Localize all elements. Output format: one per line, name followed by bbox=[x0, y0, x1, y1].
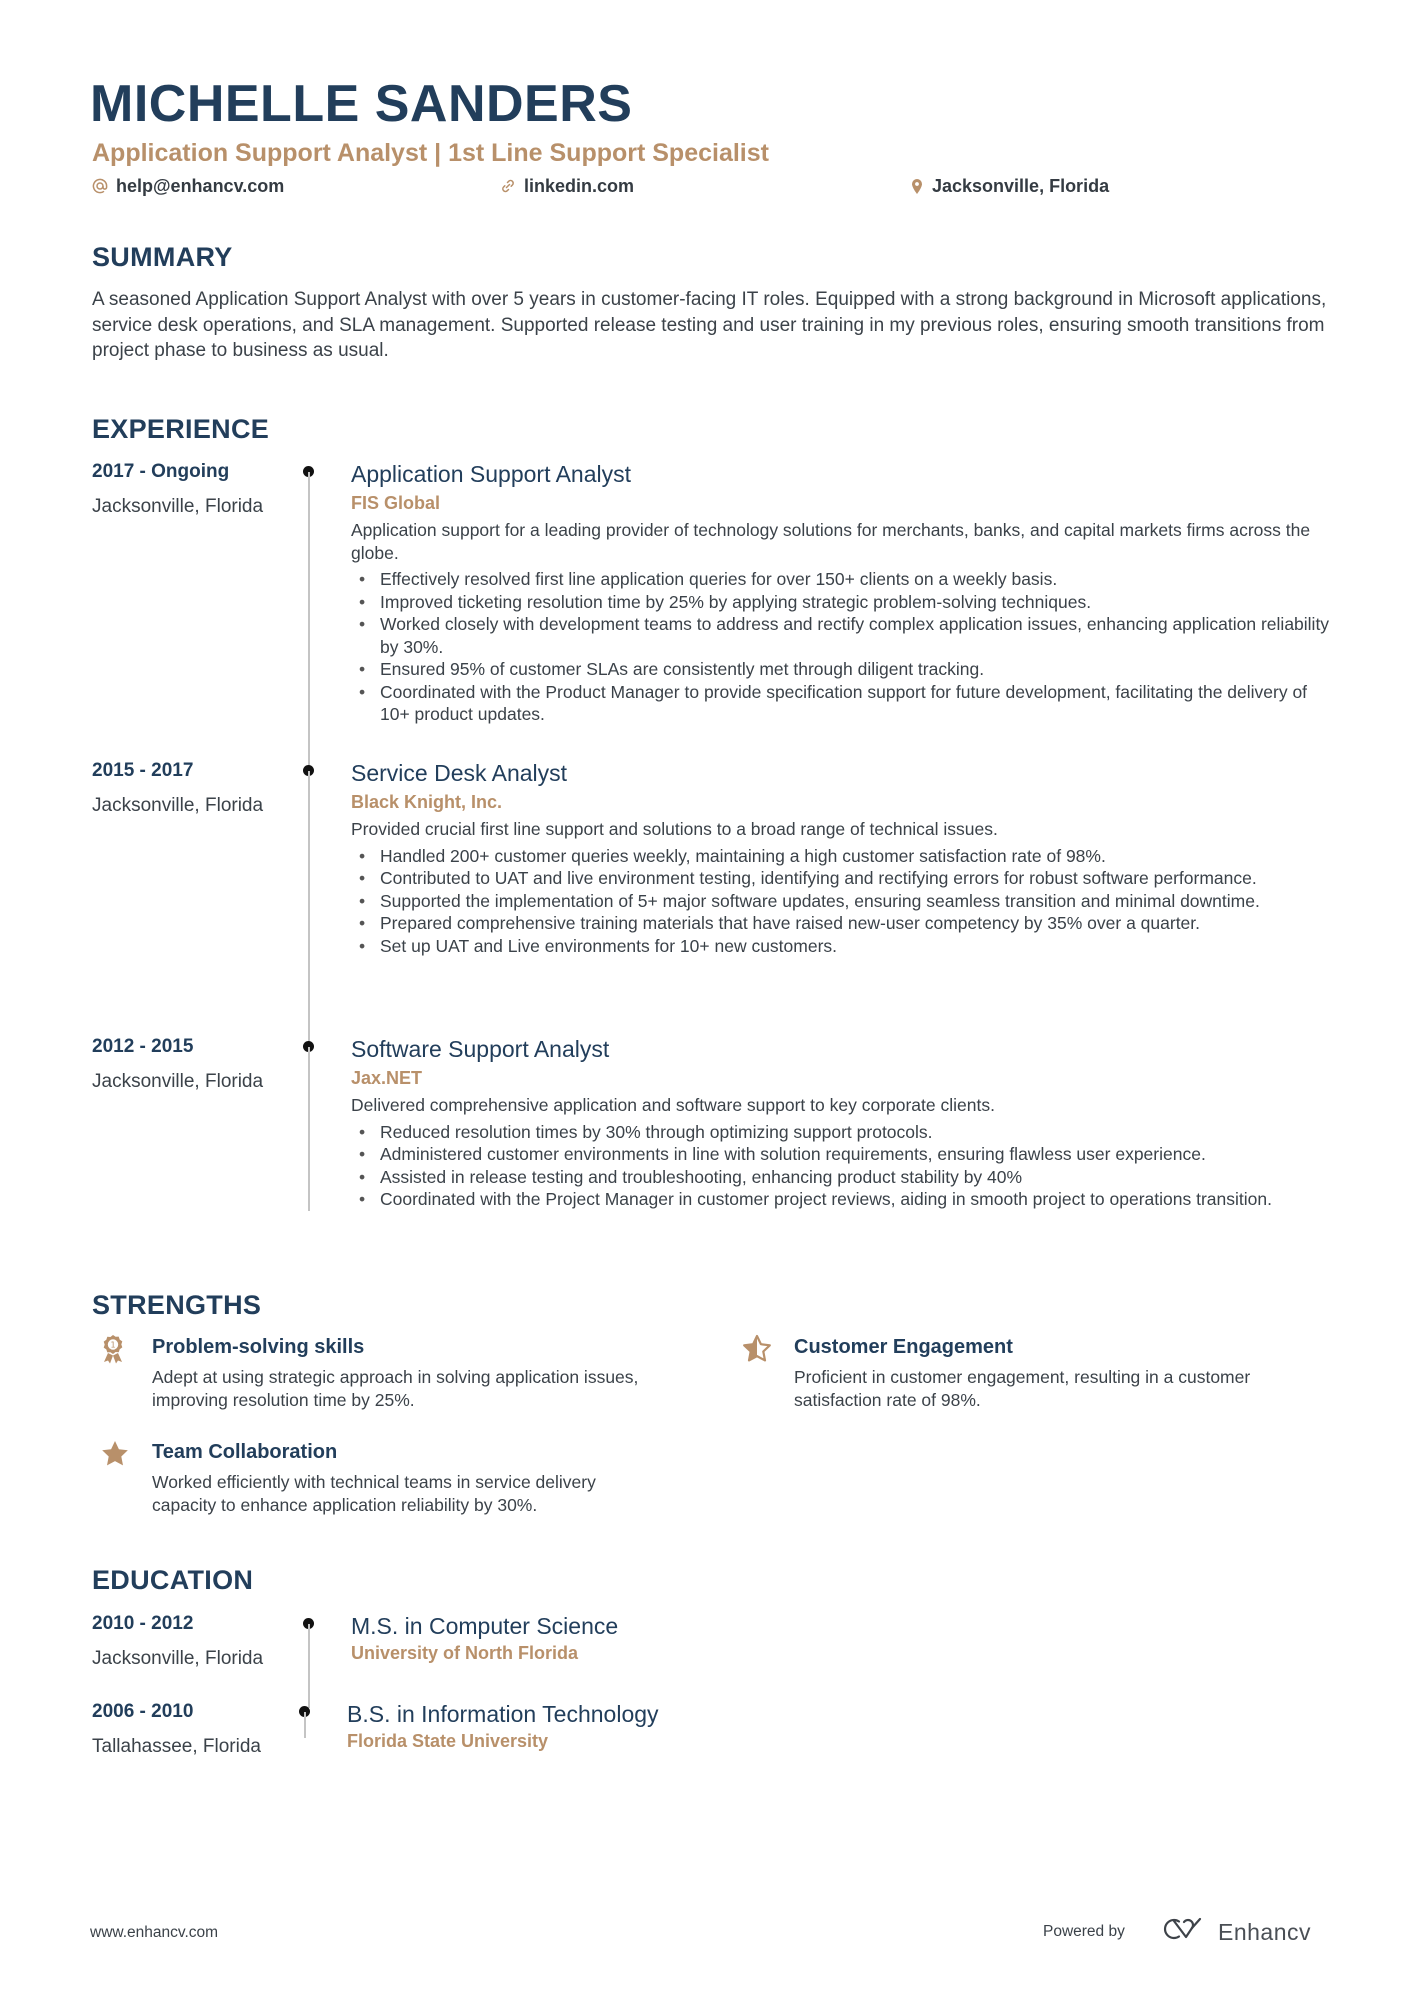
job-bullet: • Contributed to UAT and live environment testing, identifying and rectifying errors for robust software performance. bbox=[359, 868, 1257, 888]
footer-website-link[interactable]: www.enhancv.com bbox=[90, 1924, 219, 1941]
enhancv-logo-icon bbox=[1162, 1916, 1208, 1947]
job-role: Application Support Analyst bbox=[351, 461, 632, 487]
strength-description: Adept at using strategic approach in solving application issues, improving resolution time by 25%. bbox=[152, 1367, 639, 1410]
strength-description: Worked efficiently with technical teams in service delivery capacity to enhance application reliability by 30%. bbox=[152, 1472, 596, 1515]
timeline-line bbox=[308, 472, 310, 770]
job-description: Application support for a leading provider of technology solutions for merchants, banks, and capital markets firms across the globe. bbox=[351, 520, 1311, 563]
timeline-line bbox=[308, 771, 310, 1047]
education-heading: EDUCATION bbox=[92, 1565, 254, 1595]
job-description: Delivered comprehensive application and software support to key corporate clients. bbox=[351, 1095, 995, 1115]
half-star-icon bbox=[742, 1334, 772, 1366]
strength-title: Customer Engagement bbox=[794, 1336, 1013, 1358]
education-dates: 2010 - 2012 bbox=[92, 1613, 194, 1634]
enhancv-logo-text: Enhancv bbox=[1218, 1918, 1312, 1945]
medal-icon bbox=[100, 1334, 130, 1366]
education-degree: M.S. in Computer Science bbox=[351, 1613, 619, 1639]
powered-by-label: Powered by bbox=[1043, 1923, 1125, 1940]
job-bullet: • Set up UAT and Live environments for 10+ new customers. bbox=[359, 935, 838, 956]
education-school: Florida State University bbox=[347, 1731, 549, 1751]
job-bullet: • Worked closely with development teams to address and rectify complex application issues, enhancing application reliability by 30%. bbox=[359, 614, 1330, 657]
education-degree: B.S. in Information Technology bbox=[347, 1701, 659, 1727]
job-bullet: • Assisted in release testing and troubleshooting, enhancing product stability by 40% bbox=[359, 1166, 1023, 1187]
job-bullets bbox=[351, 1121, 1331, 1211]
job-company: FIS Global bbox=[351, 493, 441, 513]
at-icon bbox=[92, 178, 108, 194]
summary-heading: SUMMARY bbox=[92, 242, 233, 272]
contact-linkedin-text: linkedin.com bbox=[524, 176, 635, 196]
job-bullets bbox=[351, 845, 1331, 958]
job-dates: 2012 - 2015 bbox=[92, 1036, 194, 1057]
education-location: Tallahassee, Florida bbox=[92, 1736, 261, 1757]
contact-email-text: help@enhancv.com bbox=[116, 176, 285, 196]
education-location: Jacksonville, Florida bbox=[92, 1648, 264, 1669]
education-dates: 2006 - 2010 bbox=[92, 1701, 194, 1722]
contact-email[interactable] bbox=[92, 174, 284, 198]
strength-title: Problem-solving skills bbox=[152, 1336, 365, 1358]
job-description: Provided crucial first line support and solutions to a broad range of technical issues. bbox=[351, 819, 998, 839]
job-bullet: • Handled 200+ customer queries weekly, maintaining a high customer satisfaction rate of 98%. bbox=[359, 845, 1106, 866]
location-pin-icon bbox=[910, 178, 924, 195]
strength-description: Proficient in customer engagement, resulting in a customer satisfaction rate of 98%. bbox=[794, 1367, 1251, 1410]
timeline-line bbox=[308, 1624, 310, 1708]
strength-title: Team Collaboration bbox=[152, 1441, 338, 1463]
contact-location bbox=[910, 174, 1109, 198]
job-dates: 2015 - 2017 bbox=[92, 760, 194, 781]
timeline-line bbox=[308, 1047, 310, 1211]
candidate-title: Application Support Analyst | 1st Line Support Specialist bbox=[92, 139, 769, 167]
contact-linkedin[interactable] bbox=[500, 174, 634, 198]
job-bullet: • Ensured 95% of customer SLAs are consistently met through diligent tracking. bbox=[359, 659, 985, 679]
link-icon bbox=[500, 178, 516, 194]
job-company: Jax.NET bbox=[351, 1068, 423, 1088]
contact-location-text: Jacksonville, Florida bbox=[932, 176, 1110, 196]
job-bullet: • Administered customer environments in line with solution requirements, ensuring flawless user experience. bbox=[359, 1144, 1206, 1164]
job-bullet: • Reduced resolution times by 30% through optimizing support protocols. bbox=[359, 1121, 933, 1142]
job-bullet: • Coordinated with the Project Manager in customer project reviews, aiding in smooth project to operations transition. bbox=[359, 1189, 1272, 1209]
job-bullet: • Coordinated with the Product Manager to provide specification support for future development, facilitating the delivery of 10+ product updates. bbox=[359, 681, 1308, 724]
job-company: Black Knight, Inc. bbox=[351, 792, 503, 812]
education-school: University of North Florida bbox=[351, 1643, 579, 1663]
job-location: Jacksonville, Florida bbox=[92, 795, 264, 816]
strengths-heading: STRENGTHS bbox=[92, 1290, 262, 1320]
job-dates: 2017 - Ongoing bbox=[92, 461, 230, 482]
experience-heading: EXPERIENCE bbox=[92, 414, 270, 444]
enhancv-logo[interactable] bbox=[1162, 1916, 1311, 1947]
job-bullet: • Effectively resolved first line application queries for over 150+ clients on a weekly basis. bbox=[359, 569, 1058, 589]
job-bullet: • Prepared comprehensive training materials that have raised new-user competency by 35% over a quarter. bbox=[359, 913, 1201, 933]
candidate-name: MICHELLE SANDERS bbox=[90, 75, 633, 133]
job-role: Software Support Analyst bbox=[351, 1036, 610, 1062]
job-role: Service Desk Analyst bbox=[351, 760, 568, 786]
star-icon bbox=[100, 1439, 130, 1471]
summary-text: A seasoned Application Support Analyst with over 5 years in customer-facing IT roles. Equipped with a strong background in Microsoft applications, service desk operations, and SLA management. Supported release testing and user training in my previous roles, ensuring smooth transitions from project phase to business as usual. bbox=[92, 289, 1327, 361]
timeline-line bbox=[304, 1712, 306, 1738]
job-location: Jacksonville, Florida bbox=[92, 1071, 264, 1092]
job-bullet: • Improved ticketing resolution time by 25% by applying strategic problem-solving techniques. bbox=[359, 591, 1092, 612]
svg-text:1: 1 bbox=[110, 1340, 116, 1350]
job-bullet: • Supported the implementation of 5+ major software updates, ensuring seamless transition and minimal downtime. bbox=[359, 890, 1260, 911]
job-location: Jacksonville, Florida bbox=[92, 496, 264, 517]
job-bullets bbox=[351, 568, 1331, 726]
